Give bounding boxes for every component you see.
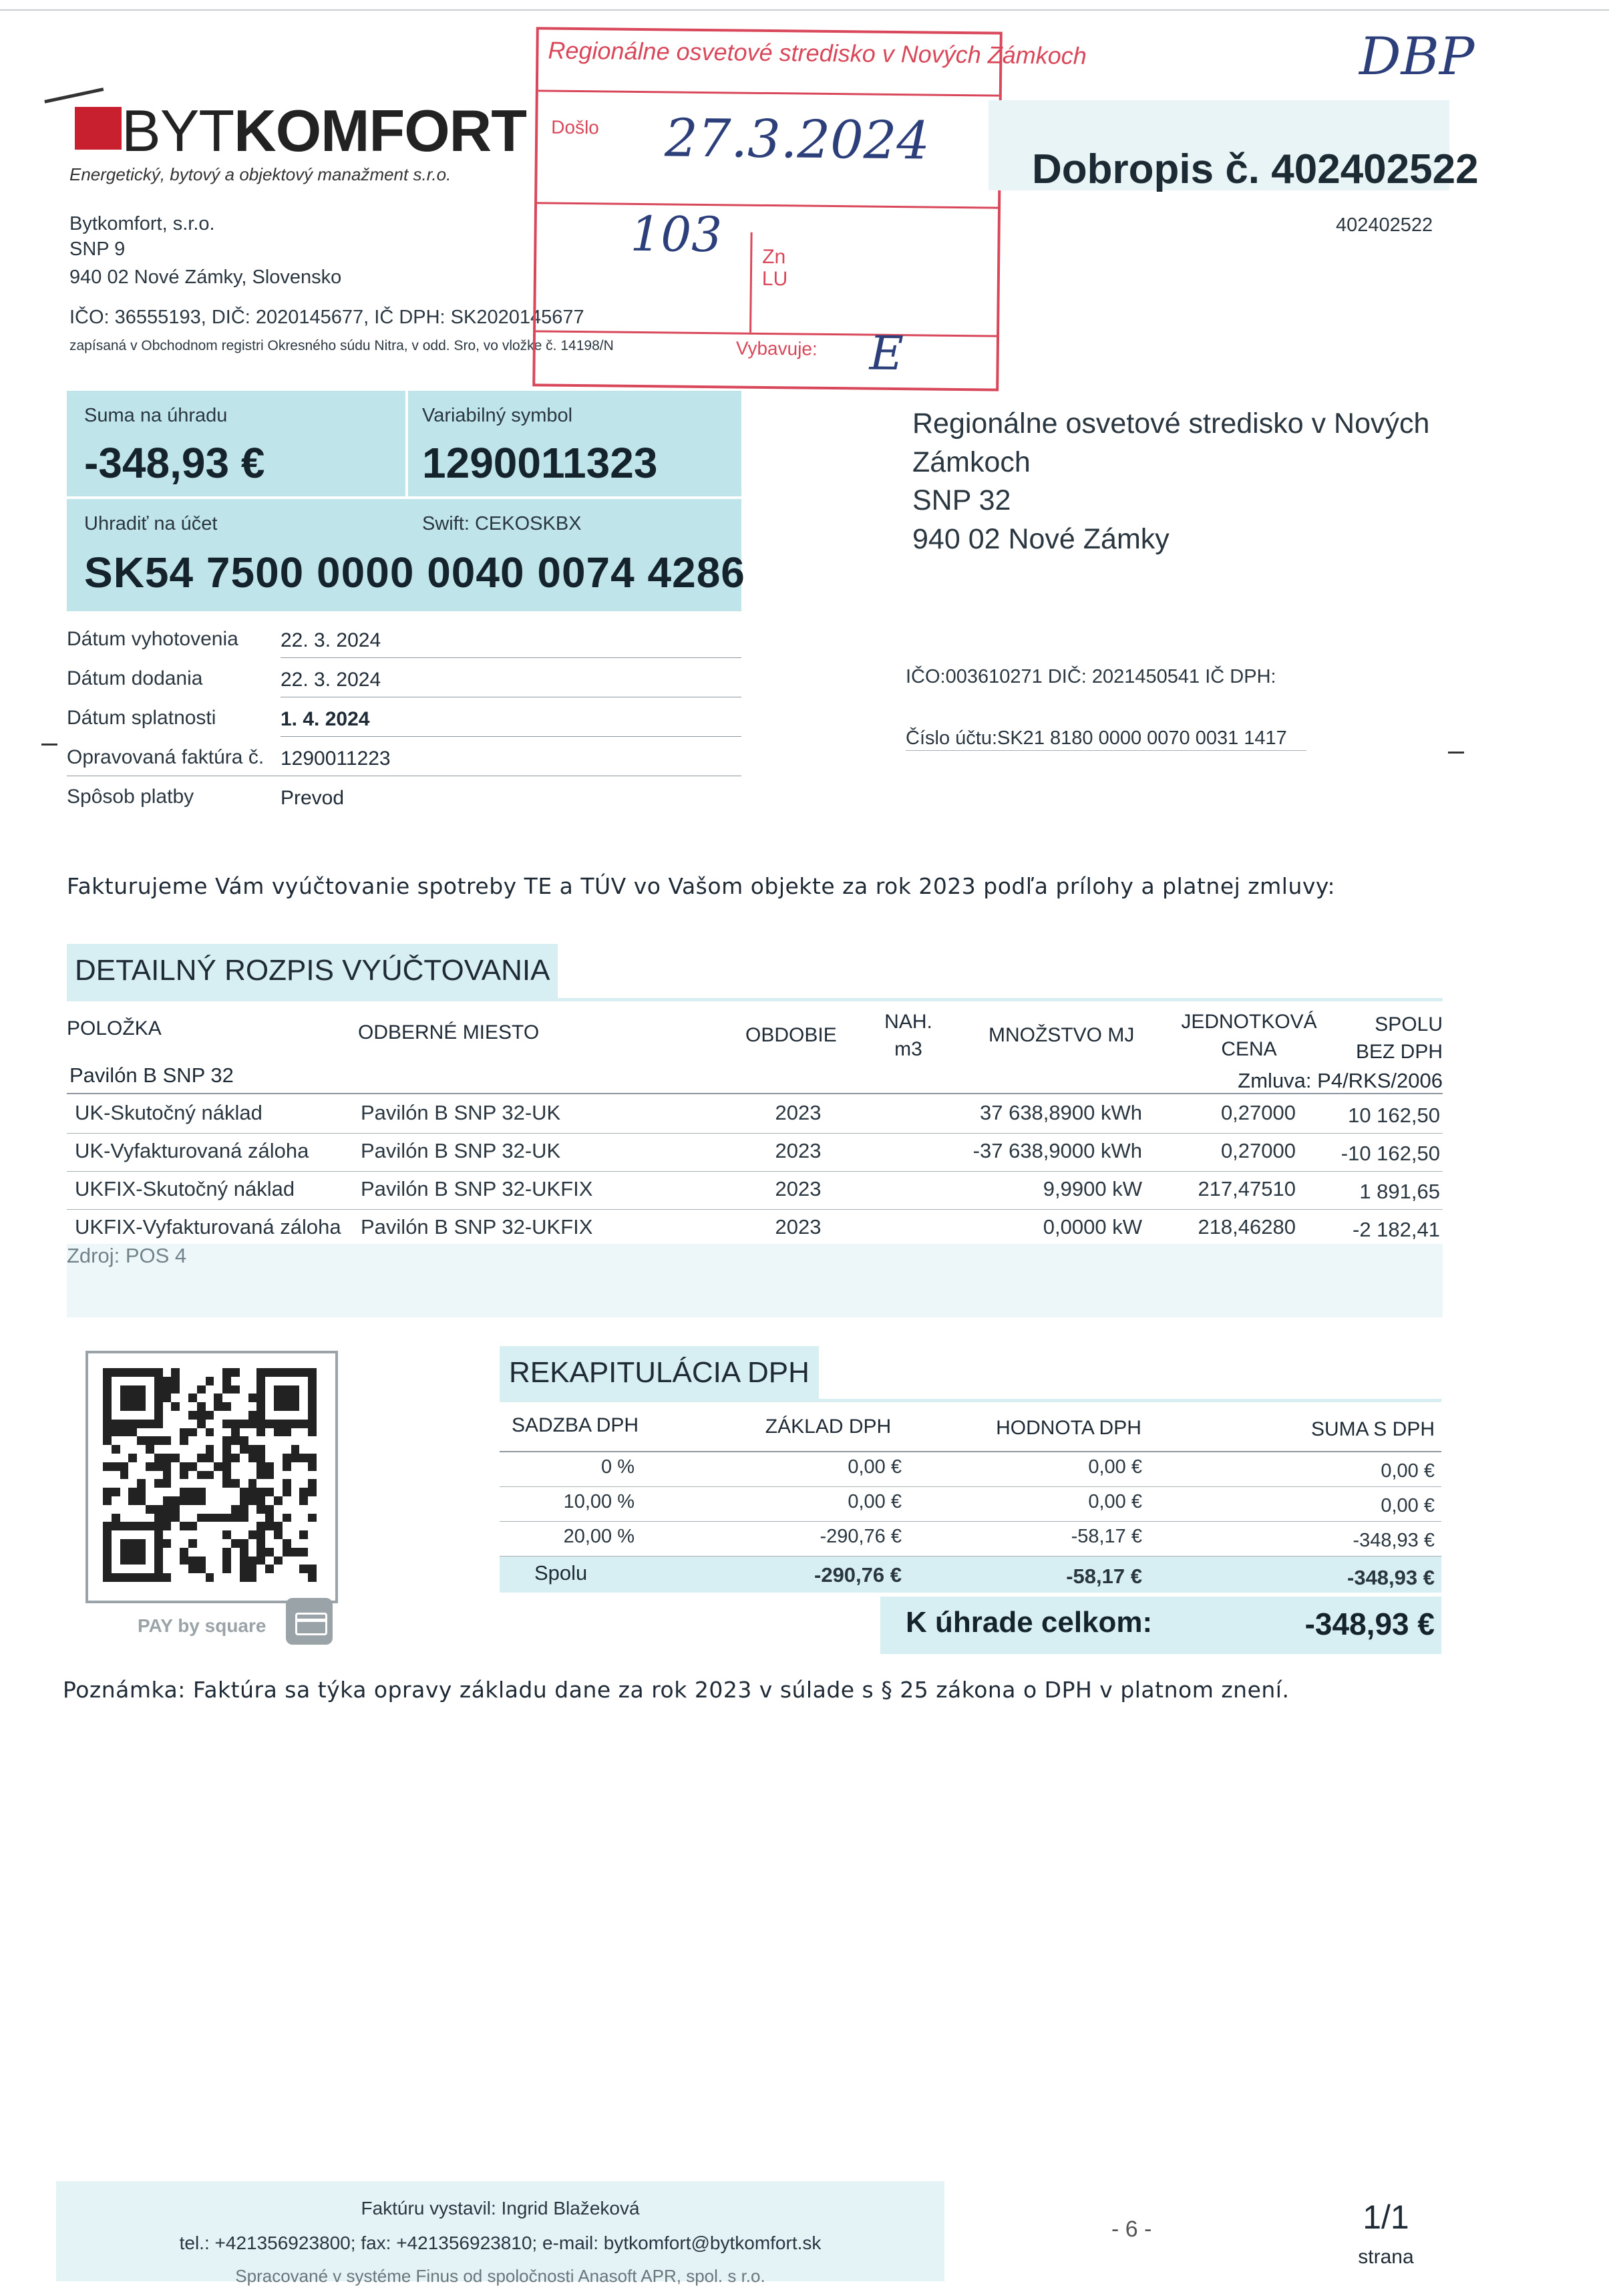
vat-total-sum: -348,93 € — [1347, 1566, 1435, 1589]
detail-cell-item: UK-Vyfakturovaná záloha — [75, 1139, 309, 1162]
vat-rate-header: SADZBA DPH — [512, 1414, 639, 1436]
detail-title: DETAILNÝ ROZPIS VYÚČTOVANIA — [75, 954, 550, 987]
date-value: 22. 3. 2024 — [281, 629, 381, 651]
detail-cell-period: 2023 — [775, 1215, 822, 1239]
date-row — [67, 667, 741, 706]
amount-label: Suma na úhradu — [84, 405, 228, 426]
col-item-header: POLOŽKA — [67, 1017, 162, 1039]
scan-edge-line — [0, 9, 1609, 11]
group-label: Pavilón B SNP 32 — [69, 1063, 234, 1087]
iban-value: SK54 7500 0000 0040 0074 4286 — [84, 548, 745, 597]
vat-cell-base: -290,76 € — [820, 1526, 902, 1547]
vat-base-header: ZÁKLAD DPH — [765, 1416, 892, 1438]
detail-row-rule — [67, 1209, 1443, 1210]
company-logo — [122, 98, 526, 164]
vat-title: REKAPITULÁCIA DPH — [509, 1356, 810, 1389]
col-total-line1: SPOLU — [1375, 1013, 1443, 1035]
qr-grid — [103, 1368, 317, 1582]
recipient-ids: IČO:003610271 DIČ: 2021450541 IČ DPH: — [906, 666, 1276, 687]
source-label: Zdroj: POS 4 — [67, 1244, 187, 1267]
col-nah-header — [868, 1009, 948, 1063]
detail-footer-bg — [67, 1244, 1443, 1317]
date-label: Dátum splatnosti — [67, 707, 216, 729]
stamp-title: Regionálne osvetové stredisko v Nových Zámkoch — [548, 36, 1087, 69]
document-number: 402402522 — [1336, 214, 1433, 236]
col-unit-line2: CENA — [1221, 1037, 1277, 1060]
grand-total-label: K úhrade celkom: — [906, 1606, 1153, 1639]
vat-total-label: Spolu — [534, 1561, 588, 1585]
qr-code-frame — [85, 1351, 338, 1603]
detail-cell-unit: 218,46280 — [1198, 1215, 1296, 1239]
vat-cell-rate: 10,00 % — [563, 1491, 635, 1512]
detail-cell-place: Pavilón B SNP 32-UKFIX — [361, 1215, 593, 1239]
col-nah-line2: m3 — [894, 1037, 922, 1060]
amount-value: -348,93 € — [84, 439, 265, 487]
vat-cell-base: 0,00 € — [848, 1491, 902, 1512]
detail-cell-item: UK-Skutočný náklad — [75, 1101, 262, 1124]
detail-cell-qty: 9,9900 kW — [1043, 1177, 1142, 1200]
date-value: 1. 4. 2024 — [281, 708, 370, 730]
stamp-divider — [538, 90, 999, 96]
pay-by-square-card-icon — [286, 1598, 333, 1645]
detail-cell-period: 2023 — [775, 1101, 822, 1124]
recipient-line4: 940 02 Nové Zámky — [912, 522, 1170, 555]
page-number: 1/1 — [1363, 2198, 1409, 2236]
footer-system: Spracované v systéme Finus od spoločnosti Anasoft APR, spol. s r.o. — [235, 2266, 765, 2286]
detail-cell-qty: -37 638,9000 kWh — [972, 1139, 1142, 1162]
detail-cell-item: UKFIX-Skutočný náklad — [75, 1177, 295, 1200]
vat-cell-value: 0,00 € — [1088, 1456, 1142, 1478]
detail-cell-qty: 37 638,8900 kWh — [979, 1101, 1142, 1124]
col-unit-line1: JEDNOTKOVÁ — [1181, 1011, 1317, 1033]
grand-total-value: -348,93 € — [1304, 1607, 1435, 1641]
vat-cell-rate: 20,00 % — [563, 1526, 635, 1547]
date-label: Spôsob platby — [67, 786, 194, 808]
recipient-line3: SNP 32 — [912, 484, 1011, 517]
col-total-line2: BEZ DPH — [1355, 1040, 1443, 1063]
payment-box-vdivider — [405, 391, 408, 498]
vs-value: 1290011323 — [422, 439, 658, 487]
qr-caption: PAY by square — [138, 1615, 266, 1636]
detail-cell-item: UKFIX-Vyfakturovaná záloha — [75, 1215, 341, 1239]
recipient-address — [912, 405, 1429, 558]
detail-cell-place: Pavilón B SNP 32-UKFIX — [361, 1177, 593, 1200]
detail-cell-place: Pavilón B SNP 32-UK — [361, 1101, 561, 1124]
pay-by-square-qr[interactable] — [103, 1368, 317, 1582]
vat-cell-sum: 0,00 € — [1381, 1460, 1435, 1482]
stamp-handled-value: E — [869, 325, 904, 381]
vat-cell-value: -58,17 € — [1071, 1526, 1142, 1547]
detail-cell-unit: 0,27000 — [1220, 1139, 1296, 1162]
vs-label: Variabilný symbol — [422, 405, 573, 426]
recipient-line2: Zámkoch — [912, 446, 1031, 478]
vat-cell-value: 0,00 € — [1088, 1491, 1142, 1512]
detail-cell-unit: 217,47510 — [1198, 1177, 1296, 1200]
stamp-divider-2 — [537, 202, 998, 208]
vat-row-rule — [500, 1486, 1441, 1487]
handwritten-initials: DBP — [1359, 27, 1475, 87]
recipient-account: Číslo účtu:SK21 8180 0000 0070 0031 1417 — [906, 727, 1287, 749]
account-label: Uhradiť na účet — [84, 513, 218, 534]
document-title: Dobropis č. 402402522 — [1032, 146, 1479, 192]
footer-contacts: tel.: +421356923800; fax: +421356923810; e-mail: bytkomfort@bytkomfort.sk — [179, 2233, 822, 2253]
page-label: strana — [1358, 2246, 1414, 2268]
company-register: zapísaná v Obchodnom registri Okresného súdu Nitra, v odd. Sro, vo vložke č. 14198/N — [69, 338, 614, 353]
vat-cell-rate: 0 % — [601, 1456, 635, 1478]
detail-title-rule — [67, 998, 1443, 1001]
stamp-handled-label: Vybavuje: — [735, 337, 818, 359]
vat-cell-sum: 0,00 € — [1381, 1495, 1435, 1516]
date-rule — [281, 736, 741, 737]
contract-label: Zmluva: P4/RKS/2006 — [1238, 1069, 1443, 1092]
col-nah-line1: NAH. — [884, 1011, 932, 1033]
vat-row-rule — [500, 1521, 1441, 1522]
date-value: 22. 3. 2024 — [281, 669, 381, 691]
vat-header-rule — [500, 1451, 1441, 1452]
company-ids: IČO: 36555193, DIČ: 2020145677, IČ DPH: SK2020145677 — [69, 307, 584, 328]
stamp-vline — [749, 232, 753, 333]
vat-title-rule — [500, 1399, 1441, 1402]
vat-cell-sum: -348,93 € — [1353, 1530, 1435, 1551]
detail-cell-period: 2023 — [775, 1177, 822, 1200]
swift-code: Swift: CEKOSKBX — [422, 513, 582, 534]
detail-row-rule — [67, 1133, 1443, 1134]
detail-cell-unit: 0,27000 — [1220, 1101, 1296, 1124]
date-label: Dátum vyhotovenia — [67, 628, 238, 650]
recipient-line1: Regionálne osvetové stredisko v Nových — [912, 407, 1430, 440]
stamp-date-label: Došlo — [551, 116, 600, 138]
detail-cell-qty: 0,0000 kW — [1043, 1215, 1142, 1239]
detail-cell-total: -10 162,50 — [1340, 1142, 1440, 1165]
intro-text: Fakturujeme Vám vyúčtovanie spotreby TE a TÚV vo Vašom objekte za rok 2023 podľa prílohy a platnej zmluvy: — [67, 873, 1336, 899]
stamp-divider-3 — [536, 330, 997, 337]
date-label: Dátum dodania — [67, 667, 203, 689]
note-text: Poznámka: Faktúra sa týka opravy základu dane za rok 2023 v súlade s § 25 zákona o DPH v platnom znení. — [63, 1677, 1290, 1703]
page-mark: - 6 - — [1111, 2217, 1152, 2242]
detail-row-rule — [67, 1171, 1443, 1172]
detail-cell-total: -2 182,41 — [1353, 1218, 1440, 1241]
vat-sum-header: SUMA S DPH — [1310, 1418, 1435, 1440]
vat-value-header: HODNOTA DPH — [996, 1417, 1141, 1439]
company-name: Bytkomfort, s.r.o. — [69, 213, 215, 234]
date-row — [67, 707, 741, 746]
vat-total-value: -58,17 € — [1066, 1565, 1142, 1588]
date-value: Prevod — [281, 787, 345, 809]
detail-cell-total: 10 162,50 — [1348, 1104, 1440, 1127]
footer-issued-by: Faktúru vystavil: Ingrid Blažeková — [361, 2198, 640, 2219]
vat-cell-base: 0,00 € — [848, 1456, 902, 1478]
company-tagline: Energetický, bytový a objektový manažment s.r.o. — [69, 164, 452, 184]
date-rule — [281, 657, 741, 658]
company-street: SNP 9 — [69, 238, 126, 260]
detail-header-rule — [67, 1093, 1443, 1094]
stamp-cell-label: Zn LU — [761, 245, 788, 291]
vat-total-base: -290,76 € — [814, 1563, 902, 1587]
company-city: 940 02 Nové Zámky, Slovensko — [69, 267, 342, 288]
date-row — [67, 628, 741, 667]
date-value: 1290011223 — [281, 748, 391, 770]
stamp-number: 103 — [630, 205, 723, 263]
date-row — [67, 786, 741, 824]
col-total-header — [1309, 1011, 1443, 1065]
detail-cell-place: Pavilón B SNP 32-UK — [361, 1139, 561, 1162]
detail-cell-total: 1 891,65 — [1359, 1180, 1440, 1203]
fold-mark-left — [41, 744, 57, 746]
received-stamp — [532, 27, 1087, 391]
col-qty-header: MNOŽSTVO MJ — [989, 1024, 1135, 1046]
recipient-underline — [906, 750, 1306, 751]
logo-square-icon — [75, 107, 122, 150]
col-place-header: ODBERNÉ MIESTO — [358, 1021, 540, 1043]
fold-mark-right — [1448, 752, 1464, 754]
date-row — [67, 746, 741, 785]
detail-cell-period: 2023 — [775, 1139, 822, 1162]
logo-text-bold: KOMFORT — [234, 98, 526, 164]
date-label: Opravovaná faktúra č. — [67, 746, 264, 768]
payment-box-divider — [67, 496, 741, 499]
stamp-date: 27.3.2024 — [664, 108, 930, 172]
logo-text-light: BYT — [122, 98, 234, 164]
col-period-header: OBDOBIE — [745, 1024, 837, 1046]
